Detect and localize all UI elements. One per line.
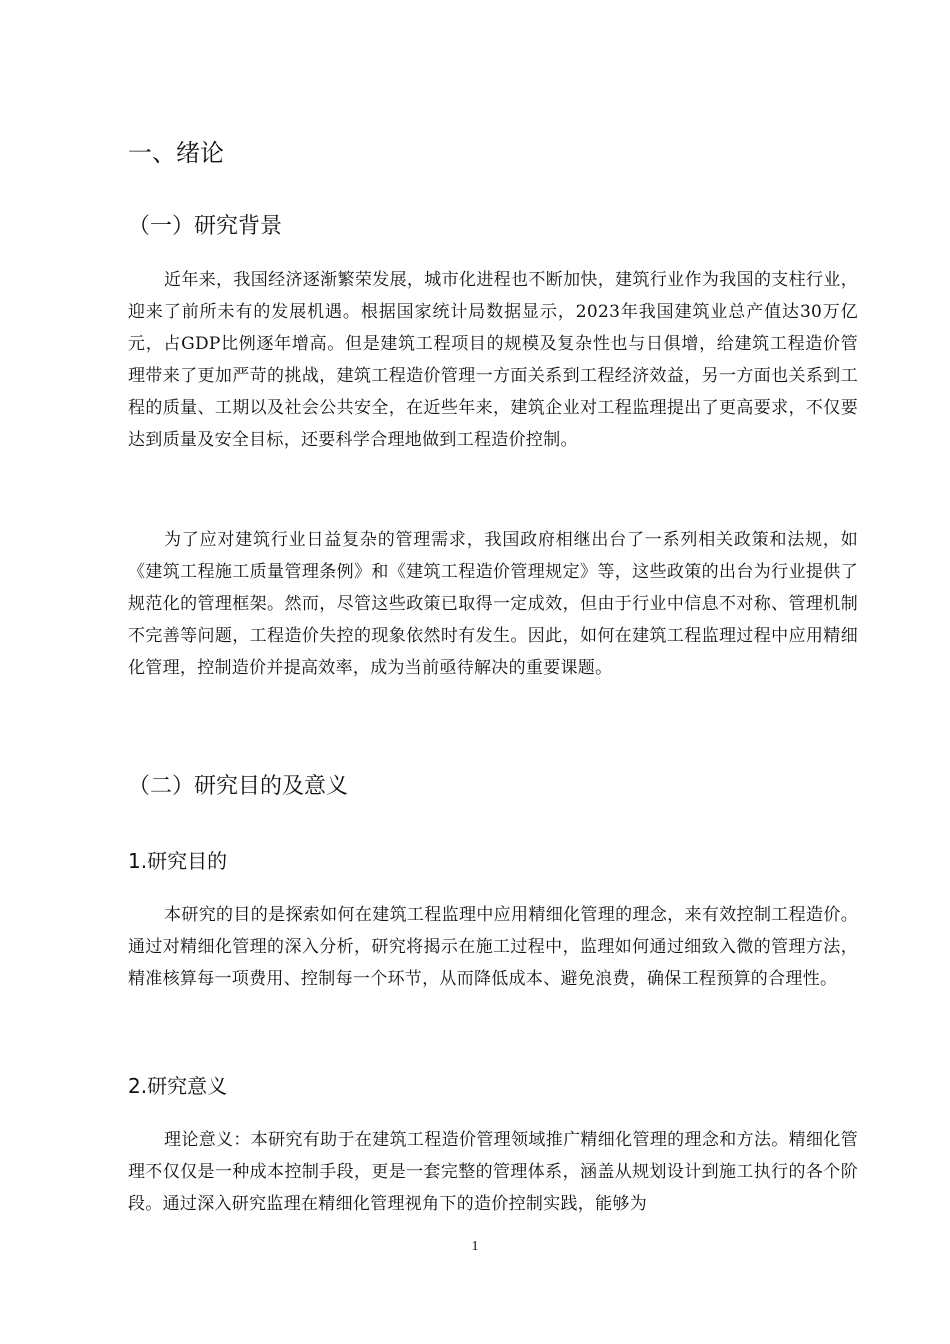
- page-number: 1: [471, 1239, 479, 1254]
- subsection-title-purpose: 1.研究目的: [128, 849, 228, 873]
- section-title-purpose-significance: （二）研究目的及意义: [128, 774, 349, 799]
- paragraph-background-1: 近年来，我国经济逐渐繁荣发展，城市化进程也不断加快，建筑行业作为我国的支柱行业，迎来了前所未有的发展机遇。根据国家统计局数据显示，2023年我国建筑业总产值达30万亿元，占GDP比例逐年增高。但是建筑工程项目的规模及复杂性也与日俱增，给建筑工程造价管理带来了更加严苛的挑战，建筑工程造价管理一方面关系到工程经济效益，另一方面也关系到工程的质量、工期以及社会公共安全，在近些年来，建筑企业对工程监理提出了更高要求，不仅要达到质量及安全目标，还要科学合理地做到工程造价控制。: [128, 270, 858, 450]
- paragraph-significance: 理论意义：本研究有助于在建筑工程造价管理领域推广精细化管理的理念和方法。精细化管理不仅仅是一种成本控制手段，更是一套完整的管理体系，涵盖从规划设计到施工执行的各个阶段。通过深入研究监理在精细化管理视角下的造价控制实践，能够为: [128, 1130, 858, 1214]
- section-title-background: （一）研究背景: [128, 214, 283, 239]
- chapter-title: 一、绪论: [128, 139, 224, 167]
- paragraph-purpose: 本研究的目的是探索如何在建筑工程监理中应用精细化管理的理念，来有效控制工程造价。通过对精细化管理的深入分析，研究将揭示在施工过程中，监理如何通过细致入微的管理方法，精准核算每一项费用、控制每一个环节，从而降低成本、避免浪费，确保工程预算的合理性。: [128, 905, 858, 989]
- subsection-title-significance: 2.研究意义: [128, 1074, 228, 1098]
- paragraph-background-2: 为了应对建筑行业日益复杂的管理需求，我国政府相继出台了一系列相关政策和法规，如《建筑工程施工质量管理条例》和《建筑工程造价管理规定》等，这些政策的出台为行业提供了规范化的管理框架。然而，尽管这些政策已取得一定成效，但由于行业中信息不对称、管理机制不完善等问题，工程造价失控的现象依然时有发生。因此，如何在建筑工程监理过程中应用精细化管理，控制造价并提高效率，成为当前亟待解决的重要课题。: [128, 530, 858, 678]
